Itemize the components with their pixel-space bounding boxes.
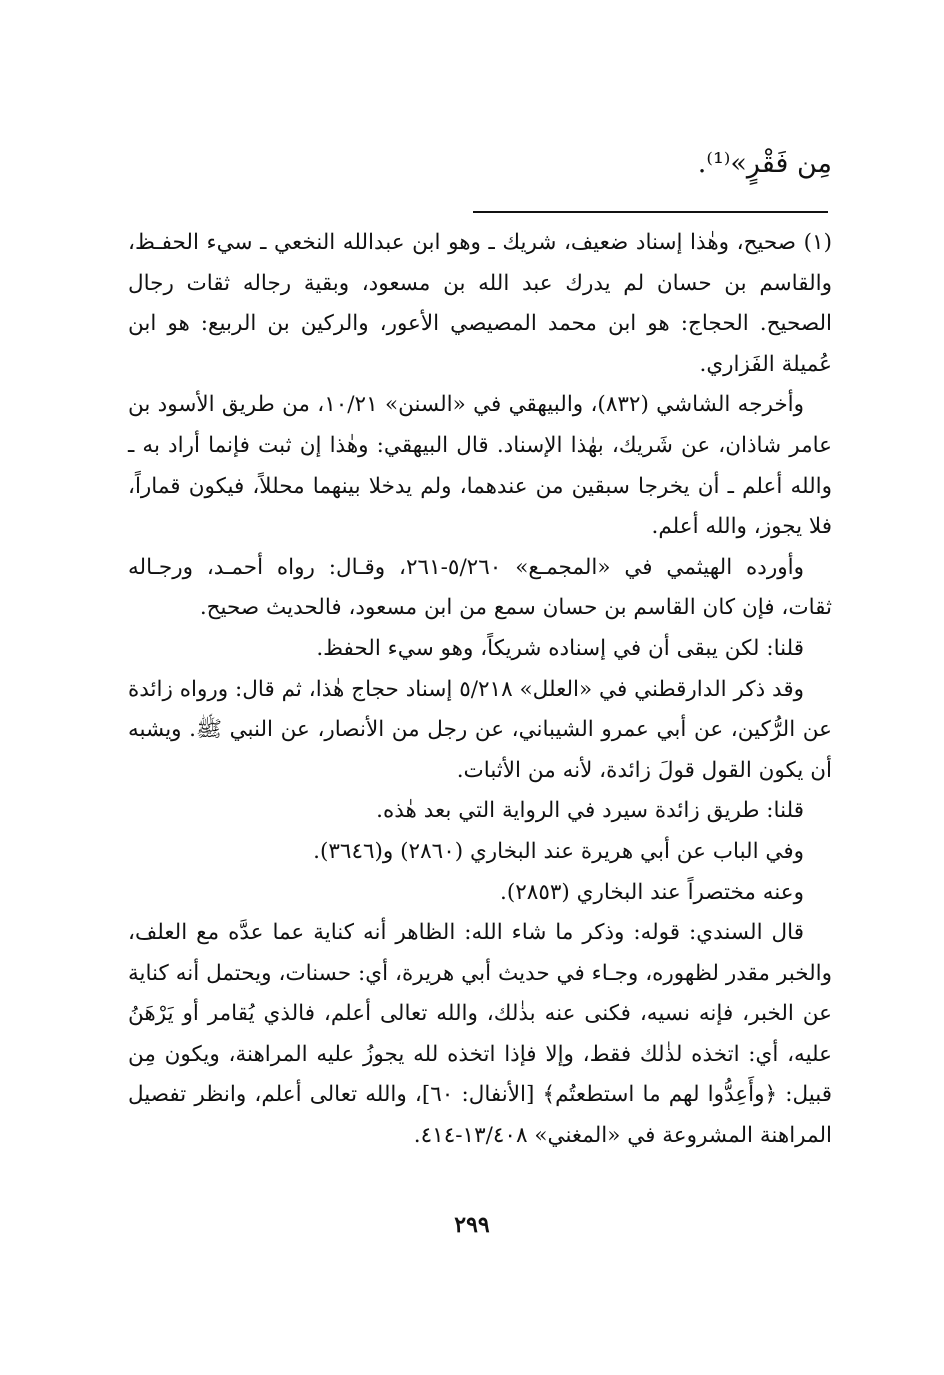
footnote-paragraph: قال السندي: قوله: وذكر ما شاء الله: الظاهر أنه كناية عما عدَّه مع العلف، والخبر مقدر لظهوره، وجـاء في حديث أبي هريرة، أي: حسنات، ويحتمل أنه كناية عن الخبر، فإنه نسيه، فكنى عنه بذٰلك، والله تعالى أعلم، فالذي يُقامر أو يَرْهَنُ عليه، أي: اتخذه لذٰلك فقط، وإلا فإذا اتخذه لله يجوزُ عليه المراهنة، ويكون مِن قبيل: ﴿وأَعِدُّوا لهم ما استطعتُم﴾ [الأنفال: ٦٠]، والله تعالى أعلم، وانظر تفصيل المراهنة المشروعة في «المغني» ١٣/٤٠٨-٤١٤. <box>128 920 832 1149</box>
footnote-paragraph: وفي الباب عن أبي هريرة عند البخاري (٢٨٦٠) و(٣٦٤٦). <box>313 838 804 864</box>
footnote-separator <box>473 211 828 213</box>
page-number: ٢٩٩ <box>454 1212 490 1238</box>
footnote-paragraph: وعنه مختصراً عند البخاري (٢٨٥٣). <box>499 879 804 905</box>
footnote-paragraph: وقد ذكر الدارقطني في «العلل» ٥/٢١٨ إسناد حجاج هٰذا، ثم قال: ورواه زائدة عن الرُّكين، عن أبي عمرو الشيباني، عن رجل من الأنصار، عن النبي ﷺ. ويشبه أن يكون القول قولَ زائدة، لأنه من الأثبات. <box>128 676 832 783</box>
footnote-paragraph: (١) صحيح، وهٰذا إسناد ضعيف، شريك ـ وهو ابن عبدالله النخعي ـ سيء الحفـظ، والقاسم بن حسان لم يدرك عبد الله بن مسعود، وبقية رجاله ثقات رجال الصحيح. الحجاج: هو ابن محمد المصيصي الأعور، والركين بن الربيع: هو ابن عُميلة الفَزاري. <box>128 230 832 377</box>
footnotes-block <box>128 223 832 1157</box>
footnote-paragraph: قلنا: طريق زائدة سيرد في الرواية التي بعد هٰذه. <box>376 798 804 824</box>
footnote-paragraph: وأورده الهيثمي في «المجمـع» ٥/٢٦٠-٢٦١، وقـال: رواه أحمـد، ورجـاله ثقات، فإن كان القاسم بن حسان سمع من ابن مسعود، فالحديث صحيح. <box>128 554 832 621</box>
main-text-line: مِن فَقْرٍ»⁽¹⁾. <box>697 148 832 179</box>
footnote-paragraph: قلنا: لكن يبقى أن في إسناده شريكاً، وهو سيء الحفظ. <box>316 635 804 661</box>
footnote-paragraph: وأخرجه الشاشي (٨٣٢)، والبيهقي في «السنن» ١٠/٢١، من طريق الأسود بن عامر شاذان، عن شَريك، بهٰذا الإسناد. قال البيهقي: وهٰذا إن ثبت فإنما أراد به ـ والله أعلم ـ أن يخرجا سبقين من عندهما، ولم يدخلا بينهما محللاً، فيكون قماراً، فلا يجوز، والله أعلم. <box>128 392 832 540</box>
